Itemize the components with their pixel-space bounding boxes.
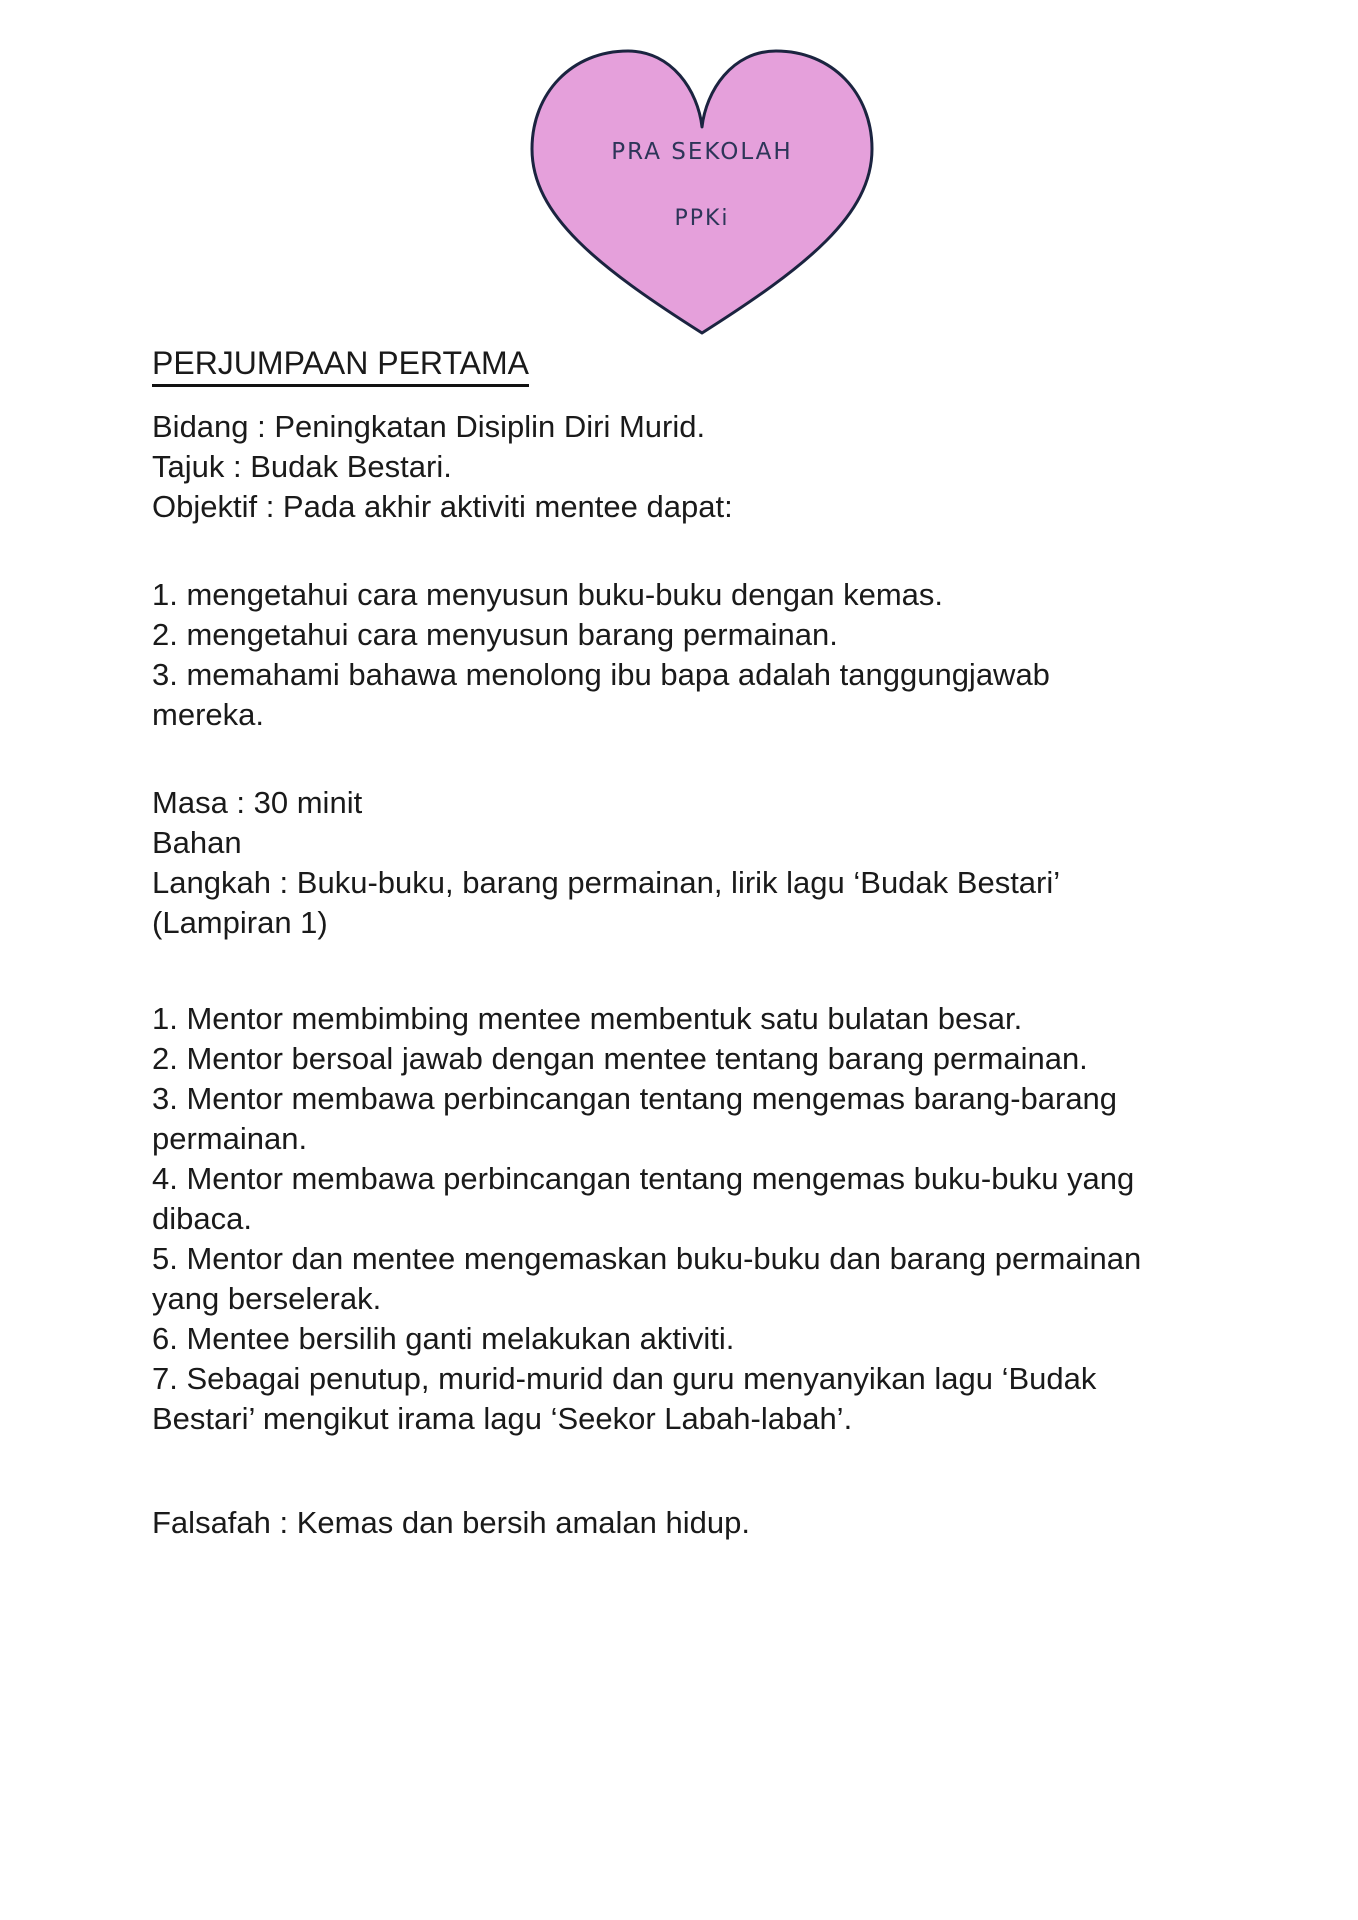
paragraphs-container	[152, 407, 1232, 1543]
text-line: 6. Mentee bersilih ganti melakukan aktiviti.	[152, 1321, 735, 1356]
text-line: mereka.	[152, 697, 264, 732]
text-line: dibaca.	[152, 1201, 252, 1236]
text-line: 7. Sebagai penutup, murid-murid dan guru menyanyikan lagu ‘Budak	[152, 1361, 1097, 1396]
text-line: Objektif : Pada akhir aktiviti mentee dapat:	[152, 489, 733, 524]
document-content	[152, 343, 1232, 1543]
text-line: Langkah : Buku-buku, barang permainan, lirik lagu ‘Budak Bestari’	[152, 865, 1061, 900]
page-title-row	[152, 343, 1232, 387]
heart-label-line1: PRA SEKOLAH	[611, 139, 793, 165]
heart-icon	[526, 45, 878, 335]
heart-label-line2: PPKi	[674, 206, 730, 231]
paragraph	[152, 575, 1232, 735]
text-line: 1. mengetahui cara menyusun buku-buku dengan kemas.	[152, 577, 943, 612]
paragraph	[152, 1503, 1232, 1543]
text-line: 2. Mentor bersoal jawab dengan mentee tentang barang permainan.	[152, 1041, 1088, 1076]
text-line: 3. Mentor membawa perbincangan tentang mengemas barang-barang	[152, 1081, 1118, 1116]
text-line: 1. Mentor membimbing mentee membentuk satu bulatan besar.	[152, 1001, 1023, 1036]
text-line: 5. Mentor dan mentee mengemaskan buku-buku dan barang permainan	[152, 1241, 1142, 1276]
text-line: 3. memahami bahawa menolong ibu bapa adalah tanggungjawab	[152, 657, 1050, 692]
text-line: permainan.	[152, 1121, 308, 1156]
paragraph	[152, 999, 1232, 1439]
text-line: Bahan	[152, 825, 242, 860]
text-line: Bidang : Peningkatan Disiplin Diri Murid.	[152, 409, 706, 444]
text-line: Tajuk : Budak Bestari.	[152, 449, 452, 484]
text-line: Masa : 30 minit	[152, 785, 363, 820]
heart-graphic	[526, 45, 878, 335]
text-line: Bestari’ mengikut irama lagu ‘Seekor Labah-labah’.	[152, 1401, 853, 1436]
text-line: yang berselerak.	[152, 1281, 382, 1316]
text-line: 4. Mentor membawa perbincangan tentang mengemas buku-buku yang	[152, 1161, 1135, 1196]
paragraph	[152, 407, 1232, 527]
paragraph	[152, 783, 1232, 943]
document-title: PERJUMPAAN PERTAMA	[152, 343, 529, 387]
text-line: 2. mengetahui cara menyusun barang permainan.	[152, 617, 838, 652]
heart-path	[532, 51, 872, 333]
text-line: (Lampiran 1)	[152, 905, 328, 940]
text-line: Falsafah : Kemas dan bersih amalan hidup.	[152, 1505, 750, 1540]
